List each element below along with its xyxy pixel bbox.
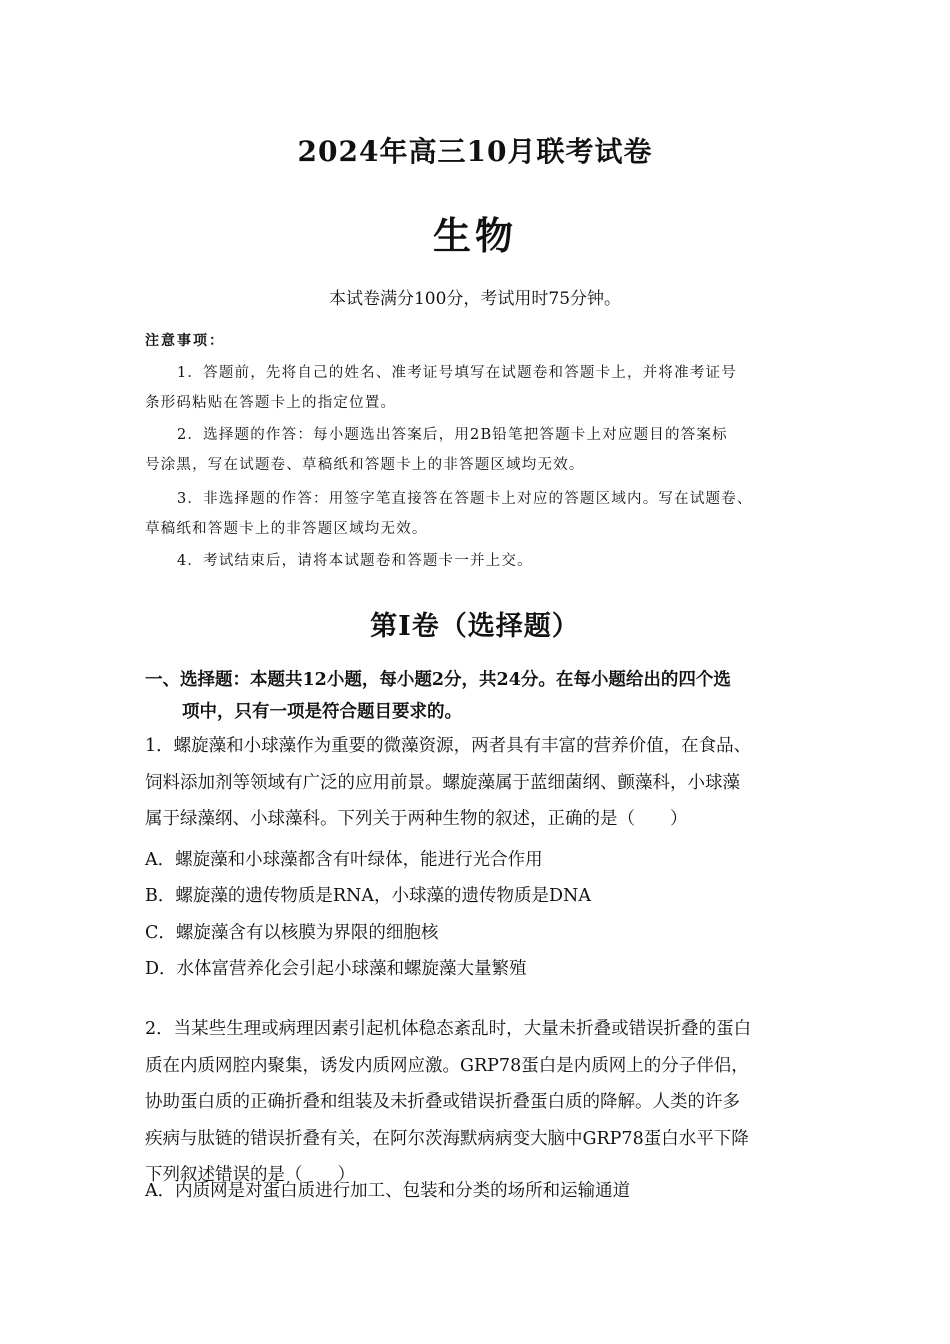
question-option: A．螺旋藻和小球藻都含有叶绿体，能进行光合作用 [145,850,543,870]
subject-title: 生物 [432,213,517,258]
question-option: A．内质网是对蛋白质进行加工、包装和分类的场所和运输通道 [145,1181,631,1201]
question-stem: 1．螺旋藻和小球藻作为重要的微藻资源，两者具有丰富的营养价值，在食品、 饲料添加剂等领域有广泛的应用前景。螺旋藻属于蓝细菌纲、颤藻科，小球藻 属于绿藻纲、小球藻科。下列关于两种生物的叙述，正确的是（ ） [145,736,752,829]
question-option: B．螺旋藻的遗传物质是RNA，小球藻的遗传物质是DNA [145,886,591,906]
question-option: D．水体富营养化会引起小球藻和螺旋藻大量繁殖 [145,959,527,979]
notice-item: 3．非选择题的作答：用签字笔直接答在答题卡上对应的答题区域内。写在试题卷、 草稿纸和答题卡上的非答题区域均无效。 [145,491,753,537]
exam-intro: 本试卷满分100分，考试用时75分钟。 [328,289,622,309]
section-title: 第Ⅰ卷（选择题） [370,611,580,642]
notice-item: 4．考试结束后，请将本试题卷和答题卡一并上交。 [177,553,533,569]
question-stem: 2．当某些生理或病理因素引起机体稳态紊乱时，大量未折叠或错误折叠的蛋白 质在内质网腔内聚集，诱发内质网应激。GRP78蛋白是内质网上的分子伴侣， 协助蛋白质的正确折叠和组装及未折叠或错误折叠蛋白质的降解。人类的许多 疾病与肽链的错误折叠有关，在阿尔茨海默病病变大脑中GRP78蛋白水平下降 下列叙述错误的是（ ） [145,1019,752,1185]
question-option: C．螺旋藻含有以核膜为界限的细胞核 [145,923,439,943]
notice-heading: 注意事项： [145,333,225,349]
part-heading: 一、选择题：本题共12小题，每小题2分，共24分。在每小题给出的四个选 项中，只有一项是符合题目要求的。 [145,670,731,722]
exam-title: 2024年高三10月联考试卷 [297,135,653,168]
notice-item: 2．选择题的作答：每小题选出答案后，用2B铅笔把答题卡上对应题目的答案标 号涂黑，写在试题卷、草稿纸和答题卡上的非答题区域均无效。 [145,427,728,473]
notice-item: 1．答题前，先将自己的姓名、准考证号填写在试题卷和答题卡上，并将准考证号 条形码粘贴在答题卡上的指定位置。 [145,365,737,411]
